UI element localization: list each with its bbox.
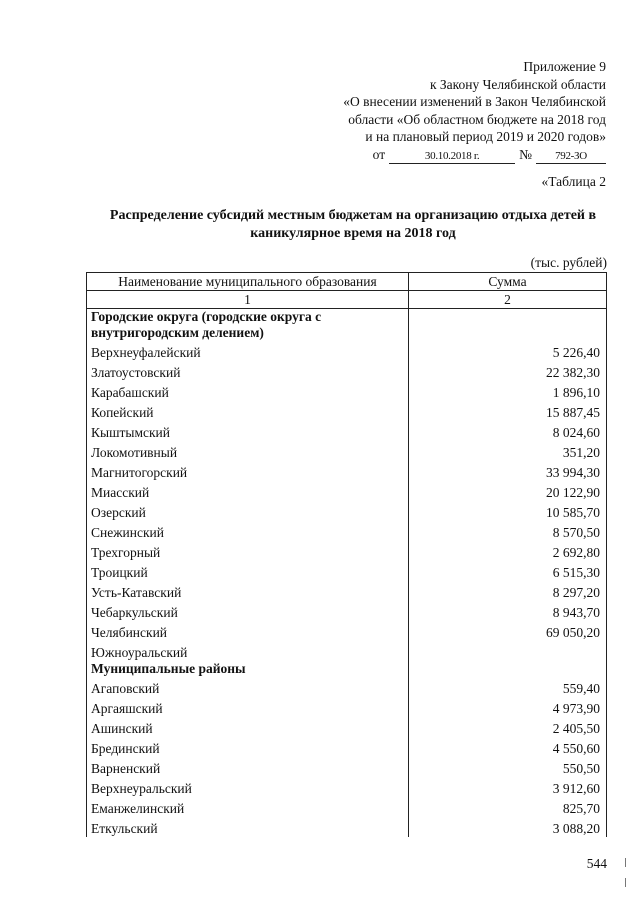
column-header-sum: Сумма: [409, 273, 607, 291]
table-row: [87, 641, 607, 661]
subsidy-amount: 1 896,10: [409, 381, 607, 401]
subsidy-amount: [409, 641, 607, 661]
subsidy-amount: 8 943,70: [409, 601, 607, 621]
municipality-name: Чебаркульский: [87, 601, 409, 621]
table-row: [87, 341, 607, 361]
table-row: [87, 697, 607, 717]
document-title: Распределение субсидий местным бюджетам на организацию отдыха детей в каникулярное время на 2018 год: [109, 208, 597, 241]
table-row: [87, 717, 607, 737]
date-field: 30.10.2018 г.: [389, 149, 515, 164]
municipality-name: Агаповский: [87, 677, 409, 697]
table-row: [87, 501, 607, 521]
municipality-name: Копейский: [87, 401, 409, 421]
appendix-line-1: Приложение 9: [523, 59, 606, 74]
subsidy-amount: 69 050,20: [409, 621, 607, 641]
appendix-line-3: «О внесении изменений в Закон Челябинской: [343, 94, 606, 109]
municipality-name: Карабашский: [87, 381, 409, 401]
municipality-name: Верхнеуфалейский: [87, 341, 409, 361]
page-number: 544: [586, 856, 607, 871]
subsidy-amount: 3 088,20: [409, 817, 607, 837]
municipality-name: Брединский: [87, 737, 409, 757]
scan-edge-mark: [625, 878, 626, 887]
section1-rows: [87, 341, 607, 661]
section-amount-empty: [409, 309, 607, 342]
subsidy-amount: 8 024,60: [409, 421, 607, 441]
subsidy-amount: 33 994,30: [409, 461, 607, 481]
subsidy-amount: 15 887,45: [409, 401, 607, 421]
municipality-name: Еманжелинский: [87, 797, 409, 817]
table-row: [87, 521, 607, 541]
municipality-name: Кыштымский: [87, 421, 409, 441]
municipality-name: Усть-Катавский: [87, 581, 409, 601]
subsidy-amount: 351,20: [409, 441, 607, 461]
appendix-line-5: и на плановый период 2019 и 2020 годов»: [365, 129, 606, 144]
municipality-name: Аргаяшский: [87, 697, 409, 717]
municipality-name: Трехгорный: [87, 541, 409, 561]
subsidy-table: [86, 272, 607, 837]
table-row: [87, 621, 607, 641]
municipality-name: Челябинский: [87, 621, 409, 641]
table-row: [87, 817, 607, 837]
section-amount-empty: [409, 661, 607, 677]
table-row: [87, 797, 607, 817]
number-prefix: №: [519, 146, 532, 162]
law-number-field: 792-ЗО: [536, 149, 606, 164]
municipality-name: Златоустовский: [87, 361, 409, 381]
date-number-line: [286, 146, 606, 164]
table-row: [87, 777, 607, 797]
subsidy-amount: 4 550,60: [409, 737, 607, 757]
table-row: [87, 541, 607, 561]
table-row: [87, 441, 607, 461]
column-header-name: Наименование муниципального образования: [87, 273, 409, 291]
subsidy-amount: 3 912,60: [409, 777, 607, 797]
municipality-name: Озерский: [87, 501, 409, 521]
subsidy-amount: 4 973,90: [409, 697, 607, 717]
subsidy-amount: 559,40: [409, 677, 607, 697]
section-row: [87, 309, 607, 342]
municipality-name: Миасский: [87, 481, 409, 501]
appendix-header: [286, 58, 606, 164]
subsidy-amount: 2 692,80: [409, 541, 607, 561]
subsidy-amount: 825,70: [409, 797, 607, 817]
scan-edge-mark: [625, 858, 626, 867]
column-number-row: [87, 291, 607, 309]
column-number-2: 2: [409, 291, 607, 309]
subsidy-amount: 8 297,20: [409, 581, 607, 601]
table-row: [87, 561, 607, 581]
subsidy-amount: 8 570,50: [409, 521, 607, 541]
table-row: [87, 461, 607, 481]
table-row: [87, 601, 607, 621]
appendix-line-2: к Закону Челябинской области: [429, 76, 606, 92]
table-caption: «Таблица 2: [541, 174, 606, 189]
municipality-name: Троицкий: [87, 561, 409, 581]
subsidy-amount: 20 122,90: [409, 481, 607, 501]
municipality-name: Варненский: [87, 757, 409, 777]
table-header-row: [87, 273, 607, 291]
table-row: [87, 361, 607, 381]
table-row: [87, 677, 607, 697]
municipality-name: Ашинский: [87, 717, 409, 737]
date-prefix: от: [372, 146, 386, 162]
table-row: [87, 401, 607, 421]
municipality-name: Верхнеуральский: [87, 777, 409, 797]
subsidy-amount: 6 515,30: [409, 561, 607, 581]
table-row: [87, 421, 607, 441]
table-row: [87, 381, 607, 401]
subsidy-amount: 550,50: [409, 757, 607, 777]
table-row: [87, 757, 607, 777]
units-label: (тыс. рублей): [530, 255, 607, 270]
municipality-name: Снежинский: [87, 521, 409, 541]
table-row: [87, 481, 607, 501]
column-number-1: 1: [87, 291, 409, 309]
appendix-line-4: области «Об областном бюджете на 2018 год: [348, 111, 606, 127]
section-row: [87, 661, 607, 677]
subsidy-amount: 10 585,70: [409, 501, 607, 521]
municipality-name: Еткульский: [87, 817, 409, 837]
section2-rows: [87, 677, 607, 837]
table-row: [87, 737, 607, 757]
municipality-name: Локомотивный: [87, 441, 409, 461]
subsidy-amount: 5 226,40: [409, 341, 607, 361]
table-row: [87, 581, 607, 601]
subsidy-amount: 22 382,30: [409, 361, 607, 381]
section-title-districts: Муниципальные районы: [87, 661, 409, 677]
section-title-urban: Городские округа (городские округа с внутригородским делением): [87, 309, 409, 342]
municipality-name: Магнитогорский: [87, 461, 409, 481]
subsidy-amount: 2 405,50: [409, 717, 607, 737]
municipality-name: Южноуральский: [87, 641, 409, 661]
